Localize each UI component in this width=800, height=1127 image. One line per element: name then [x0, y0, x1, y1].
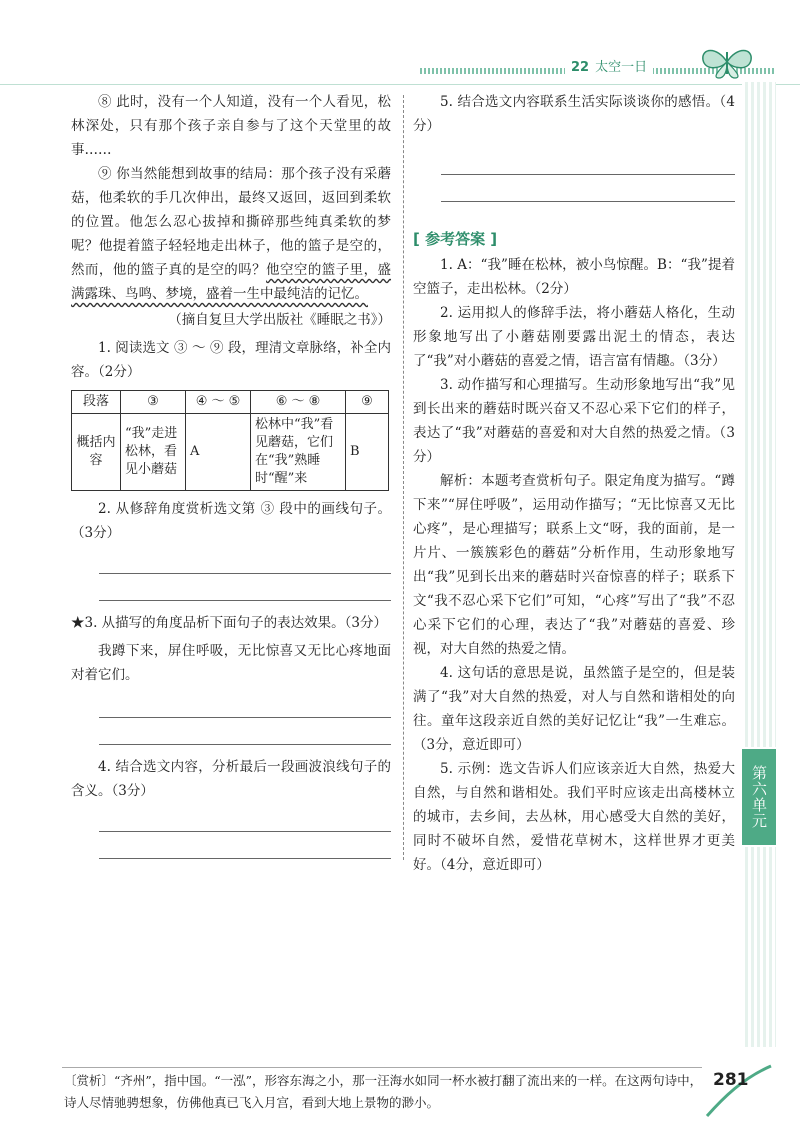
structure-table: [71, 390, 389, 491]
question-5: 5. 结合选文内容联系生活实际谈谈你的感悟。（4分）: [413, 94, 735, 134]
wavy-underlined-sentence: 他空空的篮子里，盛满露珠、鸟鸣、梦境，盛着一生中最纯洁的记忆。: [71, 262, 392, 302]
table-row: [72, 414, 389, 491]
table-header-cell: ④ ～ ⑤: [186, 391, 251, 414]
side-stripe: [742, 82, 776, 747]
answer-blank-b: B: [346, 414, 389, 491]
answer-4: 4. 这句话的意思是说，虽然篮子是空的，但是装满了“我”对大自然的热爱，对人与自然和谐相处的向往。童年这段亲近自然的美好记忆让“我”一生难忘。（3分，意近即可）: [413, 665, 735, 753]
source-citation: （摘自复旦大学出版社《睡眠之书》）: [168, 312, 391, 328]
paragraph-9-text: ⑨ 你当然能想到故事的结局：那个孩子没有采蘑菇，他柔软的手几次伸出，最终又返回，返回到柔软的位置。他怎么忍心拔掉和撕碎那些纯真柔软的梦呢？他提着篮子轻轻地走出林子，他的篮子是空的，然而，他的篮子真的是空的吗？: [71, 166, 391, 278]
side-stripe: [742, 847, 776, 1047]
table-header-cell: 段落: [72, 391, 121, 414]
running-header: [565, 58, 653, 78]
column-divider: [403, 95, 405, 860]
lesson-title: 太空一日: [595, 60, 648, 75]
table-row: [72, 391, 389, 414]
answer-line: [99, 858, 391, 859]
butterfly-logo-icon: [697, 44, 757, 80]
answer-2: 2. 运用拟人的修辞手法，将小蘑菇人格化，生动形象地写出了小蘑菇刚要露出泥土的情态，表达了“我”对小蘑菇的喜爱之情，语言富有情趣。（3分）: [413, 305, 735, 369]
table-header-cell: ⑨: [346, 391, 389, 414]
page-number: 281: [713, 1070, 749, 1090]
question-4: 4. 结合选文内容，分析最后一段画波浪线句子的含义。（3分）: [71, 759, 391, 799]
footer-rule: [62, 1067, 702, 1068]
table-cell: 松林中“我”看见蘑菇，它们在“我”熟睡时“醒”来: [251, 414, 346, 491]
table-row-label: 概括内容: [72, 414, 121, 491]
footer-appreciation-note: 〔赏析〕“齐州”，指中国。“一泓”，形容东海之小，那一汪海水如同一杯水被打翻了流出来的一样。在这两句诗中，诗人尽情驰骋想象，仿佛他真已飞入月宫，看到大地上景物的渺小。: [64, 1073, 703, 1110]
table-header-cell: ③: [121, 391, 186, 414]
question-2: 2. 从修辞角度赏析选文第 ③ 段中的画线句子。（3分）: [71, 501, 391, 541]
answer-5: 5. 示例：选文告诉人们应该亲近大自然，热爱大自然，与自然和谐相处。我们平时应该走出高楼林立的城市，去乡间，去丛林，用心感受大自然的美好，同时不破坏自然，爱惜花草树木，这样世界才更美好。（4分，意近即可）: [413, 761, 735, 873]
lesson-number: 22: [571, 60, 590, 75]
unit-tab: 第六单元: [742, 749, 776, 845]
answer-3: 3. 动作描写和心理描写。生动形象地写出“我”见到长出来的蘑菇时既兴奋又不忍心采下它们的样子，表达了“我”对蘑菇的喜爱和对大自然的热爱之情。（3分）: [413, 377, 735, 465]
paragraph-9: [71, 162, 391, 306]
left-column: [71, 90, 391, 859]
answers-heading: [ 参考答案 ]: [413, 230, 498, 248]
header-rule: [0, 84, 800, 85]
paragraph-8: ⑧ 此时，没有一个人知道，没有一个人看见，松林深处，只有那个孩子亲自参与了这个天堂里的故事……: [71, 94, 391, 158]
table-header-cell: ⑥ ～ ⑧: [251, 391, 346, 414]
table-cell: “我”走进松林，看见小蘑菇: [121, 414, 186, 491]
answer-3-analysis: 解析：本题考查赏析句子。限定角度为描写。“蹲下来”“屏住呼吸”，运用动作描写；“无比惊喜又无比心疼”，是心理描写；联系上文“呀，我的面前，是一片片、一簇簇彩色的蘑菇”分析作用，生动形象地写出“我”见到长出来的蘑菇时兴奋惊喜的样子；联系下文“我不忍心采下它们”可知，“心疼”写出了“我”不忍心采下它们的心理，表达了“我”对蘑菇的喜爱、珍视，对大自然的热爱之情。: [413, 473, 735, 657]
question-1: 1. 阅读选文 ③ ～ ⑨ 段，理清文章脉络，补全内容。（2分）: [71, 340, 391, 380]
right-column: [413, 90, 735, 877]
answer-1: 1. A：“我”睡在松林，被小鸟惊醒。B：“我”提着空篮子，走出松林。（2分）: [413, 257, 735, 297]
answer-line: [441, 201, 735, 202]
answer-blank-a: A: [186, 414, 251, 491]
question-3: ★3. 从描写的角度品析下面句子的表达效果。（3分）: [71, 615, 388, 631]
question-3-quote: 我蹲下来，屏住呼吸，无比惊喜又无比心疼地面对着它们。: [71, 643, 391, 683]
